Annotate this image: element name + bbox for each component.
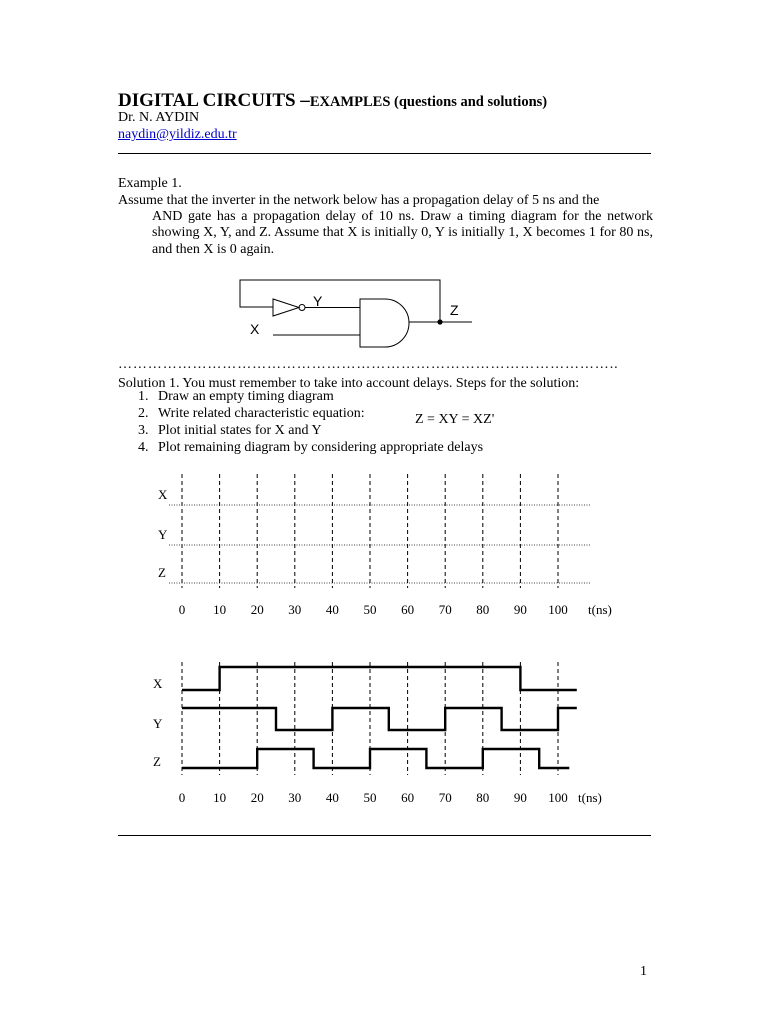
step-4: 4. Plot remaining diagram by considering appropriate delays xyxy=(152,439,483,456)
grid1-tick-10: 10 xyxy=(213,602,227,617)
waveform-X xyxy=(182,667,577,690)
grid1-tick-60: 60 xyxy=(401,602,415,617)
grid2-tick-80: 80 xyxy=(476,790,490,805)
document-title xyxy=(118,90,547,112)
grid2-tick-40: 40 xyxy=(325,790,339,805)
grid1-tick-70: 70 xyxy=(438,602,452,617)
grid1-tick-90: 90 xyxy=(513,602,527,617)
circuit-label-x: X xyxy=(250,321,260,337)
top-rule xyxy=(118,153,651,154)
example-text xyxy=(118,193,653,258)
grid1-label-Y: Y xyxy=(158,527,168,542)
grid1-tick-0: 0 xyxy=(178,602,186,617)
page-number: 1 xyxy=(640,964,647,979)
grid2-unit: t(ns) xyxy=(578,790,602,805)
title-subtitle: EXAMPLES (questions and solutions) xyxy=(309,94,548,110)
grid2-tick-60: 60 xyxy=(401,790,415,805)
author: Dr. N. AYDIN xyxy=(118,110,200,125)
dotted-separator: ……………………………………………………………………………………….. xyxy=(118,357,619,372)
grid1-tick-30: 30 xyxy=(288,602,302,617)
grid2-tick-10: 10 xyxy=(213,790,227,805)
step-2: 2. Write related characteristic equation: xyxy=(152,405,483,422)
characteristic-equation: Z = XY = XZ' xyxy=(415,412,495,427)
grid1-tick-80: 80 xyxy=(476,602,490,617)
waveform-Z xyxy=(182,749,569,768)
title-main: DIGITAL CIRCUITS – xyxy=(118,90,310,111)
wave-label-Z: Z xyxy=(153,754,161,769)
inverter-bubble xyxy=(299,305,305,311)
grid2-tick-50: 50 xyxy=(363,790,377,805)
grid2-tick-100: 100 xyxy=(548,790,568,805)
grid1-tick-40: 40 xyxy=(325,602,339,617)
example-line1: Assume that the inverter in the network below has a propagation delay of 5 ns and the xyxy=(118,193,600,208)
circuit-label-y: Y xyxy=(313,293,323,309)
grid1-tick-20: 20 xyxy=(250,602,264,617)
step-1: 1. Draw an empty timing diagram xyxy=(152,388,483,405)
email-link[interactable]: naydin@yildiz.edu.tr xyxy=(118,127,237,142)
wave-label-Y: Y xyxy=(153,716,163,731)
grid1-label-X: X xyxy=(158,487,168,502)
grid1-unit: t(ns) xyxy=(588,602,612,617)
step-3: 3. Plot initial states for X and Y xyxy=(152,422,483,439)
and-gate xyxy=(360,299,409,347)
grid2-tick-30: 30 xyxy=(288,790,302,805)
inverter-triangle xyxy=(273,299,299,316)
solution-intro: Solution 1. You must remember to take into account delays. Steps for the solution: xyxy=(118,376,580,391)
circuit-label-z: Z xyxy=(450,302,459,318)
grid1-label-Z: Z xyxy=(158,565,166,580)
waveform-Y xyxy=(182,708,577,730)
junction-dot xyxy=(437,319,442,324)
grid1-tick-100: 100 xyxy=(548,602,568,617)
grid2-tick-70: 70 xyxy=(438,790,452,805)
feedback-wire xyxy=(240,280,440,322)
grid2-tick-20: 20 xyxy=(250,790,264,805)
grid1-tick-50: 50 xyxy=(363,602,377,617)
bottom-rule xyxy=(118,835,651,836)
grid2-tick-90: 90 xyxy=(513,790,527,805)
example-rest: AND gate has a propagation delay of 10 ns. Draw a timing diagram for the network showing X, Y, and Z. Assume that X is initially 0, Y is initially 1, X becomes 1 for 80 ns, and then X is 0 again. xyxy=(152,209,653,257)
example-heading: Example 1. xyxy=(118,176,182,191)
grid2-tick-0: 0 xyxy=(178,790,186,805)
wave-label-X: X xyxy=(153,676,163,691)
